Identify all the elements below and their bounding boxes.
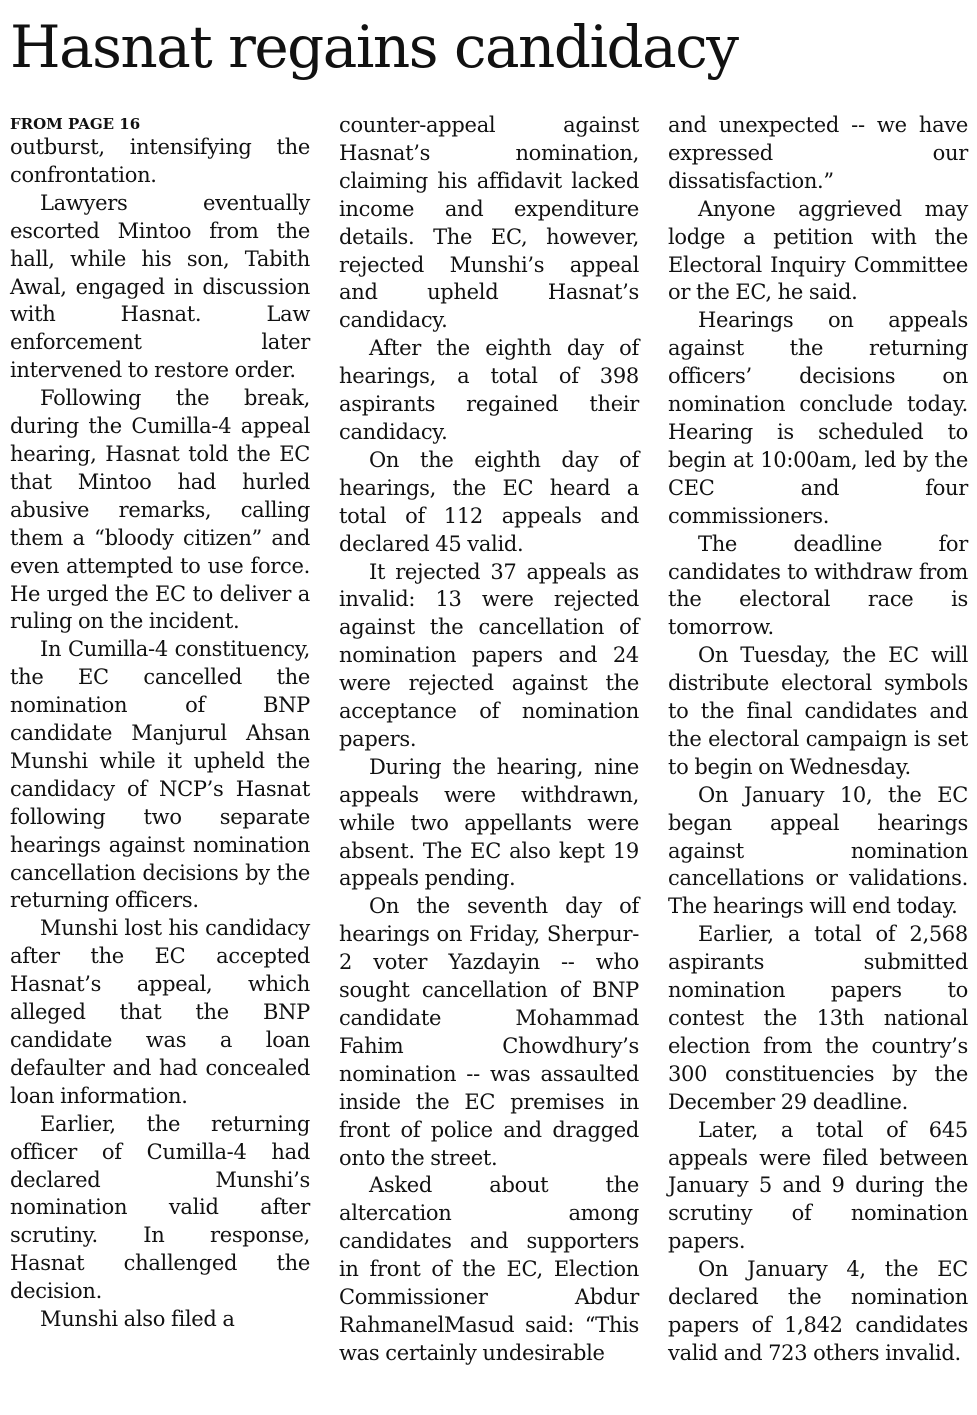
paragraph: and unexpected -- we have expressed our dissatisfaction.” <box>668 113 968 193</box>
paragraph: On Tuesday, the EC will distribute electoral symbols to the final candidates and the electoral campaign is set to begin on Wednesday. <box>668 643 968 779</box>
paragraph: On January 10, the EC began appeal hearings against nomination cancellations or validations. The hearings will end today. <box>668 782 968 919</box>
jump-label: FROM PAGE 16 <box>10 115 141 133</box>
paragraph: Anyone aggrieved may lodge a petition with the Electoral Inquiry Committee or the EC, he said. <box>668 196 968 305</box>
paragraph: Munshi lost his candidacy after the EC accepted Hasnat’s appeal, which alleged that the BNP candidate was a loan defaulter and had concealed loan information. <box>10 916 310 1108</box>
paragraph: Following the break, during the Cumilla-4 appeal hearing, Hasnat told the EC that Mintoo had hurled abusive remarks, calling them a “bloody citizen” and even attempted to use force. He urged the EC to deliver a ruling on the incident. <box>10 386 310 634</box>
paragraph: On January 4, the EC declared the nomination papers of 1,842 candidates valid and 723 others invalid. <box>668 1257 968 1365</box>
paragraph: After the eighth day of hearings, a total of 398 aspirants regained their candidacy. <box>339 336 639 444</box>
paragraph: The deadline for candidates to withdraw from the electoral race is tomorrow. <box>668 531 968 640</box>
article-column-1 <box>10 112 310 1334</box>
paragraph: On the eighth day of hearings, the EC heard a total of 112 appeals and declared 45 valid. <box>339 447 639 556</box>
paragraph: outburst, intensifying the confrontation. <box>10 135 310 187</box>
paragraph: Munshi also filed a <box>40 1307 235 1332</box>
paragraph: During the hearing, nine appeals were withdrawn, while two appellants were absent. The EC also kept 19 appeals pending. <box>339 754 639 891</box>
paragraph: Lawyers eventually escorted Mintoo from the hall, while his son, Tabith Awal, engaged in discussion with Hasnat. Law enforcement later intervened to restore order. <box>10 190 310 383</box>
paragraph: Later, a total of 645 appeals were filed between January 5 and 9 during the scrutiny of nomination papers. <box>668 1117 968 1254</box>
paragraph: Earlier, the returning officer of Cumilla-4 had declared Munshi’s nomination valid after scrutiny. In response, Hasnat challenged the decision. <box>10 1111 310 1304</box>
headline: Hasnat regains candidacy <box>10 13 738 81</box>
article-column-2 <box>339 112 639 1368</box>
paragraph: On the seventh day of hearings on Friday, Sherpur-2 voter Yazdayin -- who sought cancellation of BNP candidate Mohammad Fahim Chowdhury’s nomination -- was assaulted inside the EC premises in front of police and dragged onto the street. <box>339 894 639 1170</box>
paragraph: counter-appeal against Hasnat’s nomination, claiming his affidavit lacked income and expenditure details. The EC, however, rejected Munshi’s appeal and upheld Hasnat’s candidacy. <box>339 113 639 333</box>
paragraph: Hearings on appeals against the returning officers’ decisions on nomination conclude today. Hearing is scheduled to begin at 10:00am, led by the CEC and four commissioners. <box>668 308 968 528</box>
paragraph: Asked about the altercation among candidates and supporters in front of the EC, Election Commissioner Abdur RahmanelMasud said: “This was certainly undesirable <box>339 1173 639 1365</box>
paragraph: It rejected 37 appeals as invalid: 13 were rejected against the cancellation of nomination papers and 24 were rejected against the acceptance of nomination papers. <box>339 559 639 751</box>
paragraph: Earlier, a total of 2,568 aspirants submitted nomination papers to contest the 13th national election from the country’s 300 constituencies by the December 29 deadline. <box>668 922 968 1114</box>
paragraph: In Cumilla-4 constituency, the EC cancelled the nomination of BNP candidate Manjurul Ahsan Munshi while it upheld the candidacy of NCP’s Hasnat following two separate hearings against nomination cancellation decisions by the returning officers. <box>10 637 310 913</box>
article-column-3 <box>668 112 968 1368</box>
